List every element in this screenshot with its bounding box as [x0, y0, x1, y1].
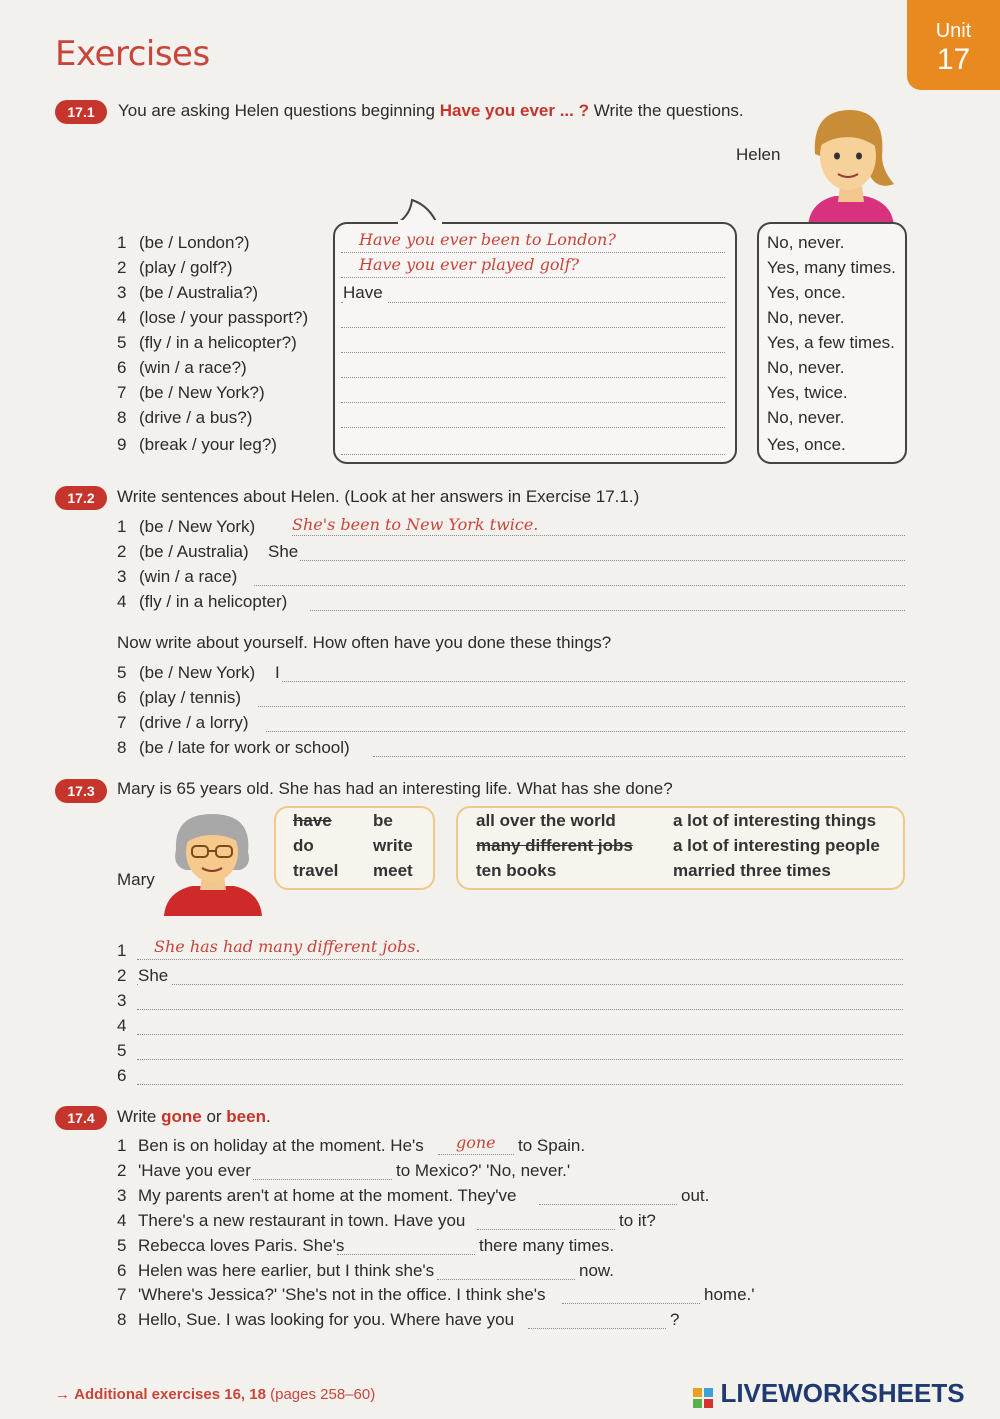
sentence-before: 'Where's Jessica?' 'She's not in the office. I think she's — [138, 1285, 546, 1304]
item-prompt: (play / tennis) — [139, 688, 242, 707]
question-prompt: (be / Australia?) — [139, 283, 259, 302]
helen-reply: Yes, once. — [767, 283, 846, 302]
exercise-instruction: Write sentences about Helen. (Look at her answers in Exercise 17.1.) — [117, 487, 640, 506]
instruction-text: or — [206, 1107, 222, 1126]
sentence-after: to Mexico?' 'No, never.' — [396, 1161, 571, 1180]
item-number: 6 — [117, 1066, 127, 1085]
answer-line[interactable] — [341, 376, 725, 378]
sentence-after: there many times. — [479, 1236, 615, 1255]
answer-blank[interactable] — [253, 1178, 392, 1180]
answer-blank[interactable] — [438, 1153, 514, 1155]
link-pages-text: (pages 258–60) — [270, 1386, 376, 1403]
answer-line[interactable] — [373, 755, 905, 757]
exercise-badge: 17.3 — [55, 779, 107, 803]
answer-blank[interactable] — [337, 1253, 475, 1255]
question-number: 2 — [117, 258, 127, 277]
answer-line[interactable] — [300, 559, 905, 561]
item-prompt: (win / a race) — [139, 567, 238, 586]
sentence-before: There's a new restaurant in town. Have you — [138, 1211, 466, 1230]
mary-label: Mary — [117, 870, 155, 889]
sentence-before: 'Have you ever — [138, 1161, 251, 1180]
instruction-text: You are asking Helen questions beginning — [118, 101, 435, 120]
helen-label: Helen — [736, 145, 781, 164]
helen-portrait — [790, 104, 910, 226]
verb-word: travel — [293, 861, 339, 880]
verb-word: have — [293, 811, 332, 830]
exercise-instruction-2: Now write about yourself. How often have you done these things? — [117, 633, 612, 652]
phrase-word: all over the world — [476, 811, 616, 830]
item-number: 1 — [117, 941, 127, 960]
verb-word: meet — [373, 861, 413, 880]
answer-line[interactable] — [341, 251, 725, 253]
helen-reply: No, never. — [767, 308, 845, 327]
answer-line[interactable] — [266, 730, 905, 732]
link-bold-text: Additional exercises 16, 18 — [74, 1386, 266, 1403]
question-prompt: (lose / your passport?) — [139, 308, 309, 327]
example-answer: gone — [456, 1133, 496, 1152]
item-number: 4 — [117, 592, 127, 611]
item-prompt: (drive / a lorry) — [139, 713, 249, 732]
question-prompt: (be / London?) — [139, 233, 250, 252]
answer-line[interactable] — [341, 351, 725, 353]
answer-start-text: She — [138, 966, 171, 986]
item-number: 5 — [117, 1041, 127, 1060]
sentence-after: now. — [579, 1261, 614, 1280]
question-number: 3 — [117, 283, 127, 302]
exercise-instruction — [117, 1107, 271, 1127]
phrase-word: ten books — [476, 861, 557, 880]
example-answer: She has had many different jobs. — [154, 937, 421, 956]
item-prompt: (be / New York) — [139, 663, 256, 682]
unit-number: 17 — [936, 43, 971, 76]
item-number: 6 — [117, 1261, 127, 1280]
answer-blank[interactable] — [539, 1203, 677, 1205]
phrase-word: a lot of interesting things — [673, 811, 877, 830]
sentence-after: to it? — [619, 1211, 656, 1230]
item-number: 1 — [117, 1136, 127, 1155]
phrase-word: married three times — [673, 861, 831, 880]
answer-line[interactable] — [341, 276, 725, 278]
item-number: 1 — [117, 517, 127, 536]
sentence-after: home.' — [704, 1285, 755, 1304]
answer-line[interactable] — [341, 326, 725, 328]
sentence-before: Helen was here earlier, but I think she's — [138, 1261, 435, 1280]
sentence-before: Rebecca loves Paris. She's — [138, 1236, 345, 1255]
helen-reply: Yes, a few times. — [767, 333, 895, 352]
question-number: 5 — [117, 333, 127, 352]
verb-word: be — [373, 811, 393, 830]
item-number: 7 — [117, 713, 127, 732]
answer-line[interactable] — [137, 958, 903, 960]
exercise-badge: 17.2 — [55, 486, 107, 510]
instruction-highlight: gone — [161, 1107, 202, 1126]
helen-reply: Yes, once. — [767, 435, 846, 454]
unit-label: Unit — [935, 20, 972, 42]
answer-start-text: Have — [343, 283, 387, 303]
sentence-after: ? — [670, 1310, 680, 1329]
exercise-badge: 17.4 — [55, 1106, 107, 1130]
answer-line[interactable] — [254, 584, 905, 586]
logo-squares-icon — [692, 1387, 716, 1409]
item-number: 4 — [117, 1016, 127, 1035]
answer-blank[interactable] — [477, 1228, 615, 1230]
item-number: 3 — [117, 991, 127, 1010]
question-prompt: (break / your leg?) — [139, 435, 277, 454]
exercise-instruction — [118, 101, 744, 121]
verb-word: write — [373, 836, 413, 855]
question-number: 6 — [117, 358, 127, 377]
answer-line[interactable] — [137, 1033, 903, 1035]
sentence-before: Ben is on holiday at the moment. He's — [138, 1136, 424, 1155]
item-prompt: (be / Australia) — [139, 542, 249, 561]
answer-line[interactable] — [341, 453, 725, 455]
answer-line[interactable] — [341, 401, 725, 403]
sentence-after: out. — [681, 1186, 710, 1205]
answer-line[interactable] — [137, 1083, 903, 1085]
sentence-after: to Spain. — [518, 1136, 586, 1155]
answer-start-text: I — [275, 663, 280, 682]
sentence-before: My parents aren't at home at the moment. They've — [138, 1186, 517, 1205]
question-number: 7 — [117, 383, 127, 402]
question-number: 8 — [117, 408, 127, 427]
logo-text: LIVEWORKSHEETS — [720, 1378, 965, 1408]
mary-portrait — [162, 810, 266, 918]
answer-blank[interactable] — [562, 1302, 700, 1304]
item-number: 8 — [117, 1310, 127, 1329]
question-prompt: (drive / a bus?) — [139, 408, 253, 427]
item-number: 8 — [117, 738, 127, 757]
question-prompt: (win / a race?) — [139, 358, 247, 377]
phrase-word: a lot of interesting people — [673, 836, 880, 855]
instruction-highlight: Have you ever ... ? — [439, 101, 589, 120]
item-prompt: (be / late for work or school) — [139, 738, 350, 757]
item-number: 3 — [117, 1186, 127, 1205]
sentence-before: Hello, Sue. I was looking for you. Where have you — [138, 1310, 515, 1329]
answer-start-text: She — [268, 542, 299, 561]
answer-blank[interactable] — [528, 1327, 666, 1329]
answer-line[interactable] — [137, 1058, 903, 1060]
instruction-text: . — [265, 1107, 271, 1126]
instruction-text: Write the questions. — [593, 101, 744, 120]
item-number: 2 — [117, 542, 127, 561]
item-prompt: (be / New York) — [139, 517, 256, 536]
arrow-icon: → — [55, 1386, 70, 1403]
additional-exercises-link[interactable] — [55, 1386, 375, 1403]
question-number: 4 — [117, 308, 127, 327]
item-number: 5 — [117, 1236, 127, 1255]
question-prompt: (play / golf?) — [139, 258, 233, 277]
helen-reply: No, never. — [767, 233, 845, 252]
verb-word: do — [293, 836, 314, 855]
helen-reply: No, never. — [767, 358, 845, 377]
liveworksheets-logo — [692, 1378, 965, 1409]
helen-reply: Yes, many times. — [767, 258, 896, 277]
answer-line[interactable] — [310, 609, 905, 611]
example-answer: Have you ever played golf? — [359, 255, 580, 274]
question-prompt: (fly / in a helicopter?) — [139, 333, 297, 352]
answer-line[interactable] — [292, 534, 905, 536]
exercise-instruction: Mary is 65 years old. She has had an interesting life. What has she done? — [117, 779, 673, 798]
instruction-highlight: been — [226, 1107, 266, 1126]
question-number: 1 — [117, 233, 127, 252]
item-number: 5 — [117, 663, 127, 682]
example-answer: She's been to New York twice. — [292, 515, 539, 534]
unit-tab — [907, 0, 1000, 90]
item-number: 3 — [117, 567, 127, 586]
answer-line[interactable] — [341, 426, 725, 428]
answer-line[interactable] — [341, 301, 725, 303]
answer-line[interactable] — [258, 705, 905, 707]
exercise-badge: 17.1 — [55, 100, 107, 124]
answer-line[interactable] — [282, 680, 905, 682]
item-number: 2 — [117, 1161, 127, 1180]
example-answer: Have you ever been to London? — [359, 230, 616, 249]
question-prompt: (be / New York?) — [139, 383, 265, 402]
item-number: 4 — [117, 1211, 127, 1230]
helen-reply: Yes, twice. — [767, 383, 848, 402]
bubble-tail-cover — [398, 216, 442, 228]
answer-blank[interactable] — [437, 1278, 575, 1280]
item-number: 6 — [117, 688, 127, 707]
answer-line[interactable] — [137, 983, 903, 985]
helen-reply: No, never. — [767, 408, 845, 427]
page-title: Exercises — [55, 34, 210, 74]
question-number: 9 — [117, 435, 127, 454]
answer-line[interactable] — [137, 1008, 903, 1010]
item-prompt: (fly / in a helicopter) — [139, 592, 288, 611]
item-number: 7 — [117, 1285, 127, 1304]
instruction-text: Write — [117, 1107, 157, 1126]
item-number: 2 — [117, 966, 127, 985]
phrase-word: many different jobs — [476, 836, 633, 855]
